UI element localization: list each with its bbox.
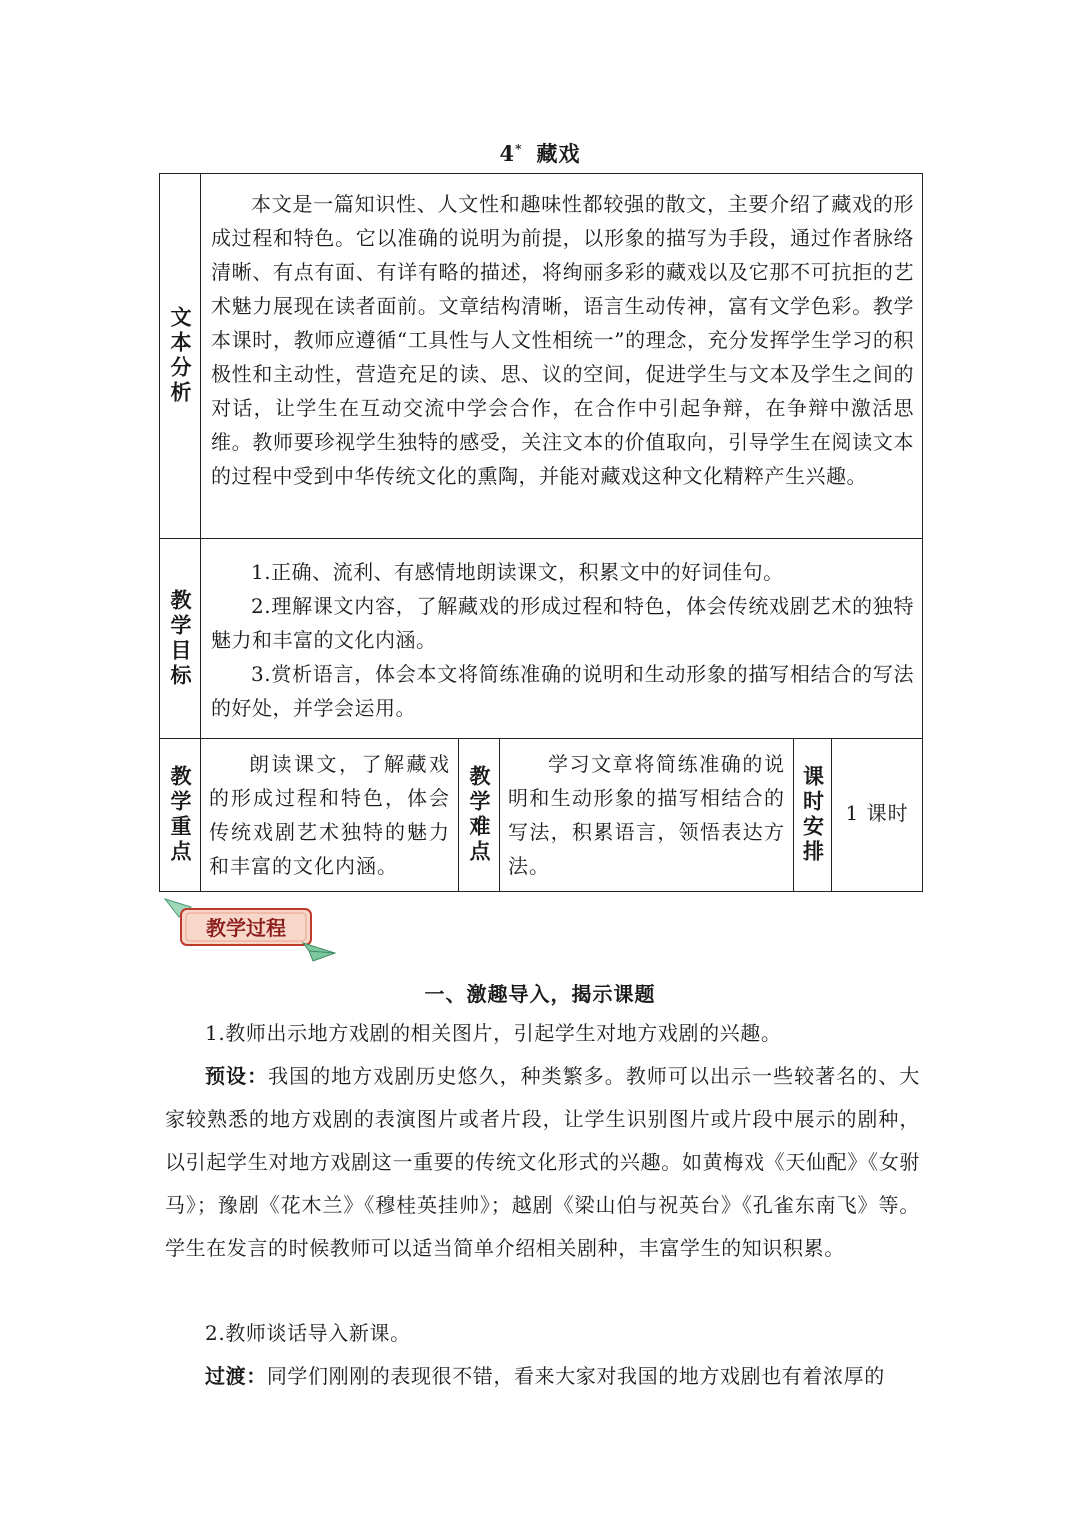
key-points-label: 教学重点: [160, 739, 201, 892]
text-analysis-content: 本文是一篇知识性、人文性和趣味性都较强的散文，主要介绍了藏戏的形成过程和特色。它以准确的说明为前提，以形象的描写为手段，通过作者脉络清晰、有点有面、有详有略的描述，将绚丽多彩的藏戏以及它那不可抗拒的艺术魅力展现在读者面前。文章结构清晰，语言生动传神，富有文学色彩。教学本课时，教师应遵循“工具性与人文性相统一”的理念，充分发挥学生学习的积极性和主动性，营造充足的读、思、议的空间，促进学生与文本及学生之间的对话，让学生在互动交流中学会合作，在合作中引起争辩，在争辩中激活思维。教师要珍视学生独特的感受，关注文本的价值取向，引导学生在阅读文本的过程中受到中华传统文化的熏陶，并能对藏戏这种文化精粹产生兴趣。: [201, 174, 923, 539]
teaching-process-banner: [163, 893, 338, 963]
transition-paragraph: 过渡：同学们刚刚的表现很不错，看来大家对我国的地方戏剧也有着浓厚的: [205, 1364, 885, 1388]
lesson-plan-table: [159, 173, 923, 892]
preset-paragraph: 预设：我国的地方戏剧历史悠久，种类繁多。教师可以出示一些较著名的、大家较熟悉的地方戏剧的表演图片或者片段，让学生识别图片或片段中展示的剧种，以引起学生对地方戏剧这一重要的传统文化形式的兴趣。如黄梅戏《天仙配》《女驸马》；豫剧《花木兰》《穆桂英挂帅》；越剧《梁山伯与祝英台》《孔雀东南飞》等。学生在发言的时候教师可以适当简单介绍相关剧种，丰富学生的知识积累。: [165, 1064, 920, 1260]
difficulties-content: 学习文章将简练准确的说明和生动形象的描写相结合的写法，积累语言，领悟表达方法。: [500, 739, 794, 892]
goal-item: 3.赏析语言，体会本文将简练准确的说明和生动形象的描写相结合的写法的好处，并学会运用。: [211, 662, 915, 720]
difficulties-label: 教学难点: [459, 739, 500, 892]
goals-content: [201, 539, 923, 739]
optional-mark: *: [515, 142, 523, 156]
lesson-name: 藏戏: [536, 141, 581, 166]
paragraph: 2.教师谈话导入新课。: [205, 1321, 411, 1345]
key-points-content: 朗读课文，了解藏戏的形成过程和特色，体会传统戏剧艺术独特的魅力和丰富的文化内涵。: [201, 739, 459, 892]
goal-item: 2.理解课文内容，了解藏戏的形成过程和特色，体会传统戏剧艺术的独特魅力和丰富的文化内涵。: [211, 594, 915, 652]
schedule-content: 1 课时: [832, 739, 923, 892]
lesson-number: 4: [499, 141, 516, 166]
goal-item: 1.正确、流利、有感情地朗读课文，积累文中的好词佳句。: [251, 560, 784, 584]
section-heading: 一、激趣导入，揭示课题: [424, 982, 656, 1006]
goals-label: 教学目标: [160, 539, 201, 739]
schedule-label: 课时安排: [794, 739, 832, 892]
banner-label: 教学过程: [206, 916, 286, 940]
lesson-title: [0, 138, 1080, 168]
paragraph: 1.教师出示地方戏剧的相关图片，引起学生对地方戏剧的兴趣。: [205, 1021, 782, 1045]
text-analysis-label: 文本分析: [160, 174, 201, 539]
